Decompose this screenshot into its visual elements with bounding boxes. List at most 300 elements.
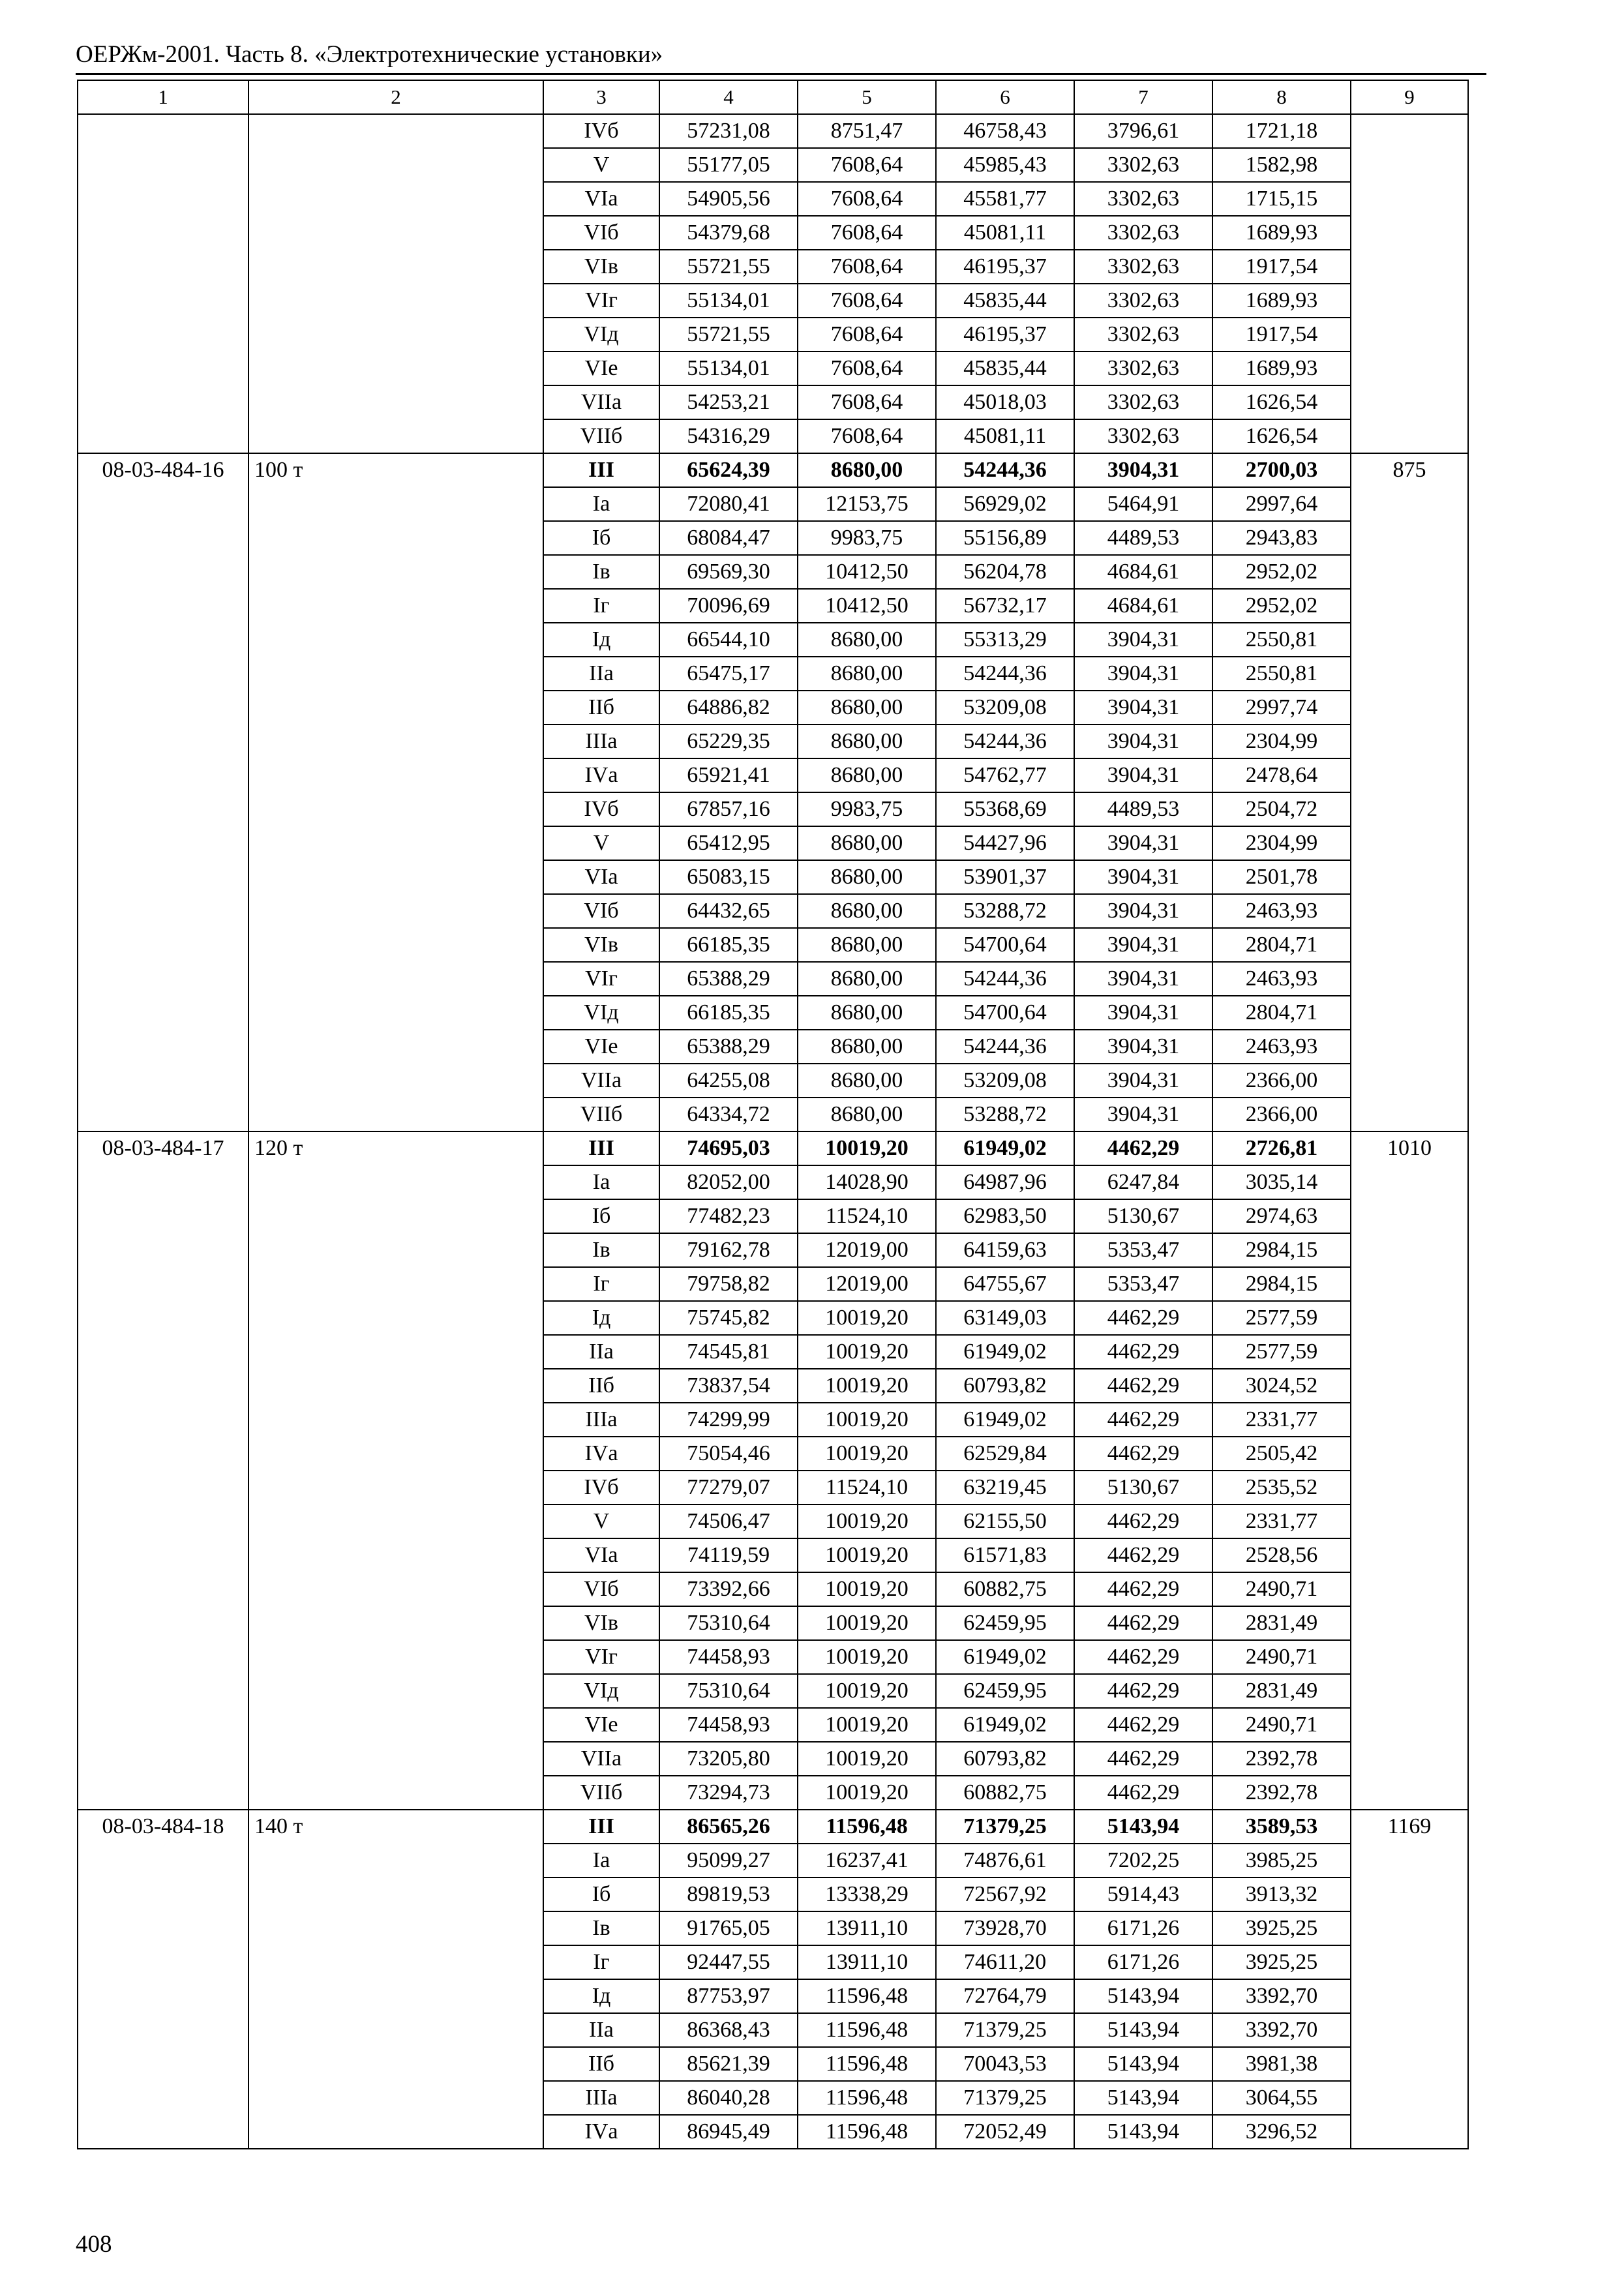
row-value: 87753,97 xyxy=(659,1979,798,2013)
row-value: 4462,29 xyxy=(1074,1504,1212,1538)
row-value: 10019,20 xyxy=(798,1776,936,1810)
row-value: 14028,90 xyxy=(798,1165,936,1199)
row-col9-value: 1169 xyxy=(1351,1810,1468,2149)
row-value: 67857,16 xyxy=(659,792,798,826)
row-value: 8680,00 xyxy=(798,962,936,996)
row-value: 62983,50 xyxy=(936,1199,1074,1233)
page-number: 408 xyxy=(76,2231,112,2258)
row-value: 4489,53 xyxy=(1074,521,1212,555)
row-value: 2984,15 xyxy=(1212,1233,1351,1267)
row-value: 61949,02 xyxy=(936,1708,1074,1742)
row-value: 53901,37 xyxy=(936,860,1074,894)
row-category: VIд xyxy=(543,996,659,1030)
row-value: 5143,94 xyxy=(1074,2013,1212,2047)
row-value: 64334,72 xyxy=(659,1098,798,1131)
row-category: III xyxy=(543,453,659,487)
table-row xyxy=(78,114,1468,148)
row-value: 54379,68 xyxy=(659,216,798,250)
row-value: 2392,78 xyxy=(1212,1776,1351,1810)
row-value: 71379,25 xyxy=(936,1810,1074,1844)
row-value: 63149,03 xyxy=(936,1301,1074,1335)
row-value: 2997,74 xyxy=(1212,691,1351,725)
row-value: 74611,20 xyxy=(936,1945,1074,1979)
row-value: 13338,29 xyxy=(798,1878,936,1911)
row-category: Iг xyxy=(543,1267,659,1301)
row-value: 2366,00 xyxy=(1212,1098,1351,1131)
row-value: 45835,44 xyxy=(936,284,1074,318)
row-value: 3024,52 xyxy=(1212,1369,1351,1403)
row-value: 11596,48 xyxy=(798,2047,936,2081)
row-value: 4462,29 xyxy=(1074,1776,1212,1810)
table-row xyxy=(78,1131,1468,1165)
row-value: 2943,83 xyxy=(1212,521,1351,555)
row-name: 100 т xyxy=(248,453,543,1131)
row-category: III xyxy=(543,1131,659,1165)
row-value: 55313,29 xyxy=(936,623,1074,657)
row-value: 6171,26 xyxy=(1074,1945,1212,1979)
row-value: 54700,64 xyxy=(936,928,1074,962)
row-value: 10019,20 xyxy=(798,1437,936,1471)
row-value: 5353,47 xyxy=(1074,1233,1212,1267)
row-value: 65388,29 xyxy=(659,962,798,996)
row-value: 64755,67 xyxy=(936,1267,1074,1301)
row-value: 5143,94 xyxy=(1074,1810,1212,1844)
row-value: 2804,71 xyxy=(1212,996,1351,1030)
row-value: 3392,70 xyxy=(1212,1979,1351,2013)
row-category: VIIа xyxy=(543,385,659,419)
column-number: 4 xyxy=(659,80,798,114)
row-value: 2804,71 xyxy=(1212,928,1351,962)
row-value: 3904,31 xyxy=(1074,860,1212,894)
row-value: 74458,93 xyxy=(659,1640,798,1674)
row-value: 3985,25 xyxy=(1212,1844,1351,1878)
row-value: 60882,75 xyxy=(936,1776,1074,1810)
row-value: 79162,78 xyxy=(659,1233,798,1267)
row-value: 73205,80 xyxy=(659,1742,798,1776)
row-value: 77482,23 xyxy=(659,1199,798,1233)
row-value: 10019,20 xyxy=(798,1403,936,1437)
row-value: 11596,48 xyxy=(798,2115,936,2149)
row-value: 54700,64 xyxy=(936,996,1074,1030)
row-category: VIе xyxy=(543,1030,659,1064)
row-value: 2463,93 xyxy=(1212,962,1351,996)
row-value: 2501,78 xyxy=(1212,860,1351,894)
row-value: 13911,10 xyxy=(798,1911,936,1945)
row-value: 89819,53 xyxy=(659,1878,798,1911)
row-value: 54244,36 xyxy=(936,1030,1074,1064)
row-code xyxy=(78,114,248,453)
row-value: 11596,48 xyxy=(798,2013,936,2047)
column-number: 1 xyxy=(78,80,248,114)
row-value: 2463,93 xyxy=(1212,894,1351,928)
row-category: VIб xyxy=(543,216,659,250)
row-value: 2478,64 xyxy=(1212,758,1351,792)
row-value: 1721,18 xyxy=(1212,114,1351,148)
row-value: 3913,32 xyxy=(1212,1878,1351,1911)
row-value: 2490,71 xyxy=(1212,1572,1351,1606)
row-code: 08-03-484-18 xyxy=(78,1810,248,2149)
row-value: 8680,00 xyxy=(798,826,936,860)
row-value: 4462,29 xyxy=(1074,1369,1212,1403)
row-category: VIв xyxy=(543,928,659,962)
row-value: 2550,81 xyxy=(1212,623,1351,657)
row-value: 2726,81 xyxy=(1212,1131,1351,1165)
row-value: 65388,29 xyxy=(659,1030,798,1064)
row-category: VIв xyxy=(543,250,659,284)
row-value: 64159,63 xyxy=(936,1233,1074,1267)
row-value: 3904,31 xyxy=(1074,691,1212,725)
row-category: IIб xyxy=(543,1369,659,1403)
row-category: IIа xyxy=(543,2013,659,2047)
row-value: 45835,44 xyxy=(936,352,1074,385)
row-name xyxy=(248,114,543,453)
row-value: 2952,02 xyxy=(1212,555,1351,589)
row-value: 8680,00 xyxy=(798,1098,936,1131)
row-value: 45018,03 xyxy=(936,385,1074,419)
row-value: 72080,41 xyxy=(659,487,798,521)
row-value: 4462,29 xyxy=(1074,1606,1212,1640)
column-number: 8 xyxy=(1212,80,1351,114)
row-category: Iа xyxy=(543,487,659,521)
row-value: 4462,29 xyxy=(1074,1572,1212,1606)
row-category: Iв xyxy=(543,1911,659,1945)
row-category: Iд xyxy=(543,1301,659,1335)
row-value: 65475,17 xyxy=(659,657,798,691)
row-value: 56204,78 xyxy=(936,555,1074,589)
row-value: 91765,05 xyxy=(659,1911,798,1945)
row-value: 72567,92 xyxy=(936,1878,1074,1911)
row-value: 54244,36 xyxy=(936,657,1074,691)
row-value: 4462,29 xyxy=(1074,1403,1212,1437)
row-value: 8680,00 xyxy=(798,860,936,894)
row-value: 71379,25 xyxy=(936,2081,1074,2115)
row-value: 64255,08 xyxy=(659,1064,798,1098)
row-value: 45081,11 xyxy=(936,216,1074,250)
row-value: 74876,61 xyxy=(936,1844,1074,1878)
row-value: 1917,54 xyxy=(1212,318,1351,352)
row-value: 3064,55 xyxy=(1212,2081,1351,2115)
row-category: IVб xyxy=(543,1471,659,1504)
row-category: Iб xyxy=(543,1199,659,1233)
row-value: 1689,93 xyxy=(1212,352,1351,385)
row-value: 8680,00 xyxy=(798,996,936,1030)
row-value: 3904,31 xyxy=(1074,1098,1212,1131)
row-value: 75310,64 xyxy=(659,1606,798,1640)
row-category: VIа xyxy=(543,182,659,216)
row-category: Iб xyxy=(543,521,659,555)
row-value: 77279,07 xyxy=(659,1471,798,1504)
row-value: 7608,64 xyxy=(798,216,936,250)
row-value: 3925,25 xyxy=(1212,1911,1351,1945)
row-value: 11524,10 xyxy=(798,1471,936,1504)
row-value: 3589,53 xyxy=(1212,1810,1351,1844)
row-value: 10019,20 xyxy=(798,1131,936,1165)
row-category: Iв xyxy=(543,1233,659,1267)
row-category: VIIа xyxy=(543,1742,659,1776)
row-value: 2997,64 xyxy=(1212,487,1351,521)
row-value: 65412,95 xyxy=(659,826,798,860)
row-value: 74506,47 xyxy=(659,1504,798,1538)
row-category: IIIа xyxy=(543,1403,659,1437)
row-category: IIа xyxy=(543,657,659,691)
row-value: 3392,70 xyxy=(1212,2013,1351,2047)
row-value: 3904,31 xyxy=(1074,962,1212,996)
row-value: 71379,25 xyxy=(936,2013,1074,2047)
row-value: 66185,35 xyxy=(659,996,798,1030)
row-category: IIа xyxy=(543,1335,659,1369)
row-value: 3904,31 xyxy=(1074,1030,1212,1064)
row-value: 3904,31 xyxy=(1074,725,1212,758)
row-value: 2831,49 xyxy=(1212,1606,1351,1640)
row-col9-value: 875 xyxy=(1351,453,1468,1131)
row-value: 2984,15 xyxy=(1212,1267,1351,1301)
row-value: 7608,64 xyxy=(798,318,936,352)
row-value: 46195,37 xyxy=(936,318,1074,352)
row-category: IIIа xyxy=(543,2081,659,2115)
row-value: 60793,82 xyxy=(936,1369,1074,1403)
row-value: 55721,55 xyxy=(659,250,798,284)
row-value: 2490,71 xyxy=(1212,1708,1351,1742)
row-category: V xyxy=(543,826,659,860)
row-value: 4684,61 xyxy=(1074,589,1212,623)
row-value: 2304,99 xyxy=(1212,725,1351,758)
row-value: 3302,63 xyxy=(1074,250,1212,284)
row-value: 3904,31 xyxy=(1074,657,1212,691)
row-category: VIе xyxy=(543,1708,659,1742)
row-value: 65229,35 xyxy=(659,725,798,758)
column-number: 6 xyxy=(936,80,1074,114)
row-value: 7608,64 xyxy=(798,148,936,182)
row-value: 3904,31 xyxy=(1074,894,1212,928)
row-category: VIе xyxy=(543,352,659,385)
row-value: 4462,29 xyxy=(1074,1437,1212,1471)
row-value: 2550,81 xyxy=(1212,657,1351,691)
row-value: 5130,67 xyxy=(1074,1471,1212,1504)
row-value: 4684,61 xyxy=(1074,555,1212,589)
row-value: 7202,25 xyxy=(1074,1844,1212,1878)
row-value: 1917,54 xyxy=(1212,250,1351,284)
row-value: 11596,48 xyxy=(798,1810,936,1844)
row-name: 120 т xyxy=(248,1131,543,1810)
row-value: 2331,77 xyxy=(1212,1504,1351,1538)
row-value: 3302,63 xyxy=(1074,148,1212,182)
row-value: 9983,75 xyxy=(798,792,936,826)
row-value: 8680,00 xyxy=(798,758,936,792)
row-value: 11596,48 xyxy=(798,1979,936,2013)
row-value: 74299,99 xyxy=(659,1403,798,1437)
row-value: 64432,65 xyxy=(659,894,798,928)
row-value: 54244,36 xyxy=(936,453,1074,487)
row-value: 55134,01 xyxy=(659,284,798,318)
row-value: 2535,52 xyxy=(1212,1471,1351,1504)
row-value: 54905,56 xyxy=(659,182,798,216)
row-value: 3904,31 xyxy=(1074,623,1212,657)
row-value: 54762,77 xyxy=(936,758,1074,792)
row-value: 2577,59 xyxy=(1212,1301,1351,1335)
row-category: VIд xyxy=(543,1674,659,1708)
row-value: 3302,63 xyxy=(1074,419,1212,453)
row-category: VIд xyxy=(543,318,659,352)
row-value: 62459,95 xyxy=(936,1674,1074,1708)
table-row xyxy=(78,1810,1468,1844)
row-value: 8680,00 xyxy=(798,453,936,487)
row-value: 75310,64 xyxy=(659,1674,798,1708)
row-value: 65624,39 xyxy=(659,453,798,487)
row-value: 4462,29 xyxy=(1074,1131,1212,1165)
row-value: 3302,63 xyxy=(1074,318,1212,352)
row-value: 72052,49 xyxy=(936,2115,1074,2149)
row-category: Iа xyxy=(543,1844,659,1878)
row-value: 3904,31 xyxy=(1074,996,1212,1030)
row-value: 64987,96 xyxy=(936,1165,1074,1199)
row-value: 8680,00 xyxy=(798,894,936,928)
row-value: 8680,00 xyxy=(798,623,936,657)
row-value: 2700,03 xyxy=(1212,453,1351,487)
row-value: 60793,82 xyxy=(936,1742,1074,1776)
row-value: 53209,08 xyxy=(936,1064,1074,1098)
row-category: IVб xyxy=(543,114,659,148)
row-value: 82052,00 xyxy=(659,1165,798,1199)
row-value: 53209,08 xyxy=(936,691,1074,725)
table-body xyxy=(78,80,1468,2149)
row-category: Iв xyxy=(543,555,659,589)
row-value: 5914,43 xyxy=(1074,1878,1212,1911)
row-value: 1689,93 xyxy=(1212,284,1351,318)
row-value: 4462,29 xyxy=(1074,1538,1212,1572)
row-value: 8680,00 xyxy=(798,725,936,758)
row-value: 9983,75 xyxy=(798,521,936,555)
row-value: 65083,15 xyxy=(659,860,798,894)
row-category: VIб xyxy=(543,1572,659,1606)
row-value: 53288,72 xyxy=(936,1098,1074,1131)
row-value: 62459,95 xyxy=(936,1606,1074,1640)
row-value: 62155,50 xyxy=(936,1504,1074,1538)
row-value: 3302,63 xyxy=(1074,385,1212,419)
row-value: 45985,43 xyxy=(936,148,1074,182)
row-value: 10019,20 xyxy=(798,1640,936,1674)
row-value: 12019,00 xyxy=(798,1233,936,1267)
row-value: 8680,00 xyxy=(798,1064,936,1098)
row-value: 3302,63 xyxy=(1074,182,1212,216)
row-value: 3904,31 xyxy=(1074,1064,1212,1098)
row-value: 11524,10 xyxy=(798,1199,936,1233)
row-category: VIг xyxy=(543,1640,659,1674)
row-value: 2304,99 xyxy=(1212,826,1351,860)
row-category: VIIб xyxy=(543,1098,659,1131)
row-value: 2392,78 xyxy=(1212,1742,1351,1776)
column-number: 9 xyxy=(1351,80,1468,114)
row-value: 86040,28 xyxy=(659,2081,798,2115)
row-value: 7608,64 xyxy=(798,352,936,385)
row-value: 1582,98 xyxy=(1212,148,1351,182)
column-number: 5 xyxy=(798,80,936,114)
row-category: IIб xyxy=(543,691,659,725)
row-value: 66185,35 xyxy=(659,928,798,962)
row-value: 61949,02 xyxy=(936,1131,1074,1165)
row-value: 70096,69 xyxy=(659,589,798,623)
row-value: 7608,64 xyxy=(798,419,936,453)
row-value: 11596,48 xyxy=(798,2081,936,2115)
row-value: 61571,83 xyxy=(936,1538,1074,1572)
row-value: 5353,47 xyxy=(1074,1267,1212,1301)
row-value: 13911,10 xyxy=(798,1945,936,1979)
row-value: 8680,00 xyxy=(798,928,936,962)
row-value: 55721,55 xyxy=(659,318,798,352)
row-value: 4462,29 xyxy=(1074,1335,1212,1369)
row-value: 7608,64 xyxy=(798,385,936,419)
row-value: 92447,55 xyxy=(659,1945,798,1979)
row-value: 66544,10 xyxy=(659,623,798,657)
row-value: 10019,20 xyxy=(798,1504,936,1538)
row-value: 3981,38 xyxy=(1212,2047,1351,2081)
row-category: VIг xyxy=(543,962,659,996)
row-value: 5143,94 xyxy=(1074,2047,1212,2081)
row-value: 7608,64 xyxy=(798,182,936,216)
row-value: 5464,91 xyxy=(1074,487,1212,521)
row-value: 1689,93 xyxy=(1212,216,1351,250)
row-value: 2577,59 xyxy=(1212,1335,1351,1369)
row-value: 61949,02 xyxy=(936,1403,1074,1437)
row-value: 46195,37 xyxy=(936,250,1074,284)
row-value: 4489,53 xyxy=(1074,792,1212,826)
row-value: 7608,64 xyxy=(798,284,936,318)
column-number: 7 xyxy=(1074,80,1212,114)
row-value: 79758,82 xyxy=(659,1267,798,1301)
row-value: 61949,02 xyxy=(936,1640,1074,1674)
row-category: VIб xyxy=(543,894,659,928)
row-category: Iб xyxy=(543,1878,659,1911)
row-category: IVа xyxy=(543,1437,659,1471)
row-value: 53288,72 xyxy=(936,894,1074,928)
row-value: 3904,31 xyxy=(1074,928,1212,962)
row-value: 3296,52 xyxy=(1212,2115,1351,2149)
row-value: 2952,02 xyxy=(1212,589,1351,623)
row-value: 2528,56 xyxy=(1212,1538,1351,1572)
row-value: 2463,93 xyxy=(1212,1030,1351,1064)
row-value: 64886,82 xyxy=(659,691,798,725)
row-value: 5143,94 xyxy=(1074,2115,1212,2149)
row-value: 55177,05 xyxy=(659,148,798,182)
row-value: 70043,53 xyxy=(936,2047,1074,2081)
row-value: 68084,47 xyxy=(659,521,798,555)
row-value: 8751,47 xyxy=(798,114,936,148)
row-value: 3302,63 xyxy=(1074,352,1212,385)
row-category: III xyxy=(543,1810,659,1844)
row-value: 95099,27 xyxy=(659,1844,798,1878)
row-category: VIг xyxy=(543,284,659,318)
row-value: 73837,54 xyxy=(659,1369,798,1403)
row-value: 2331,77 xyxy=(1212,1403,1351,1437)
row-value: 86945,49 xyxy=(659,2115,798,2149)
row-category: VIа xyxy=(543,860,659,894)
row-category: VIв xyxy=(543,1606,659,1640)
row-value: 60882,75 xyxy=(936,1572,1074,1606)
header-rule xyxy=(76,73,1486,75)
row-value: 2974,63 xyxy=(1212,1199,1351,1233)
row-value: 57231,08 xyxy=(659,114,798,148)
row-value: 74695,03 xyxy=(659,1131,798,1165)
row-category: VIIб xyxy=(543,1776,659,1810)
row-value: 55368,69 xyxy=(936,792,1074,826)
row-value: 3302,63 xyxy=(1074,216,1212,250)
row-category: Iд xyxy=(543,623,659,657)
row-value: 7608,64 xyxy=(798,250,936,284)
row-value: 63219,45 xyxy=(936,1471,1074,1504)
rates-table xyxy=(77,80,1469,2149)
row-value: 5143,94 xyxy=(1074,2081,1212,2115)
row-category: V xyxy=(543,1504,659,1538)
row-value: 4462,29 xyxy=(1074,1742,1212,1776)
